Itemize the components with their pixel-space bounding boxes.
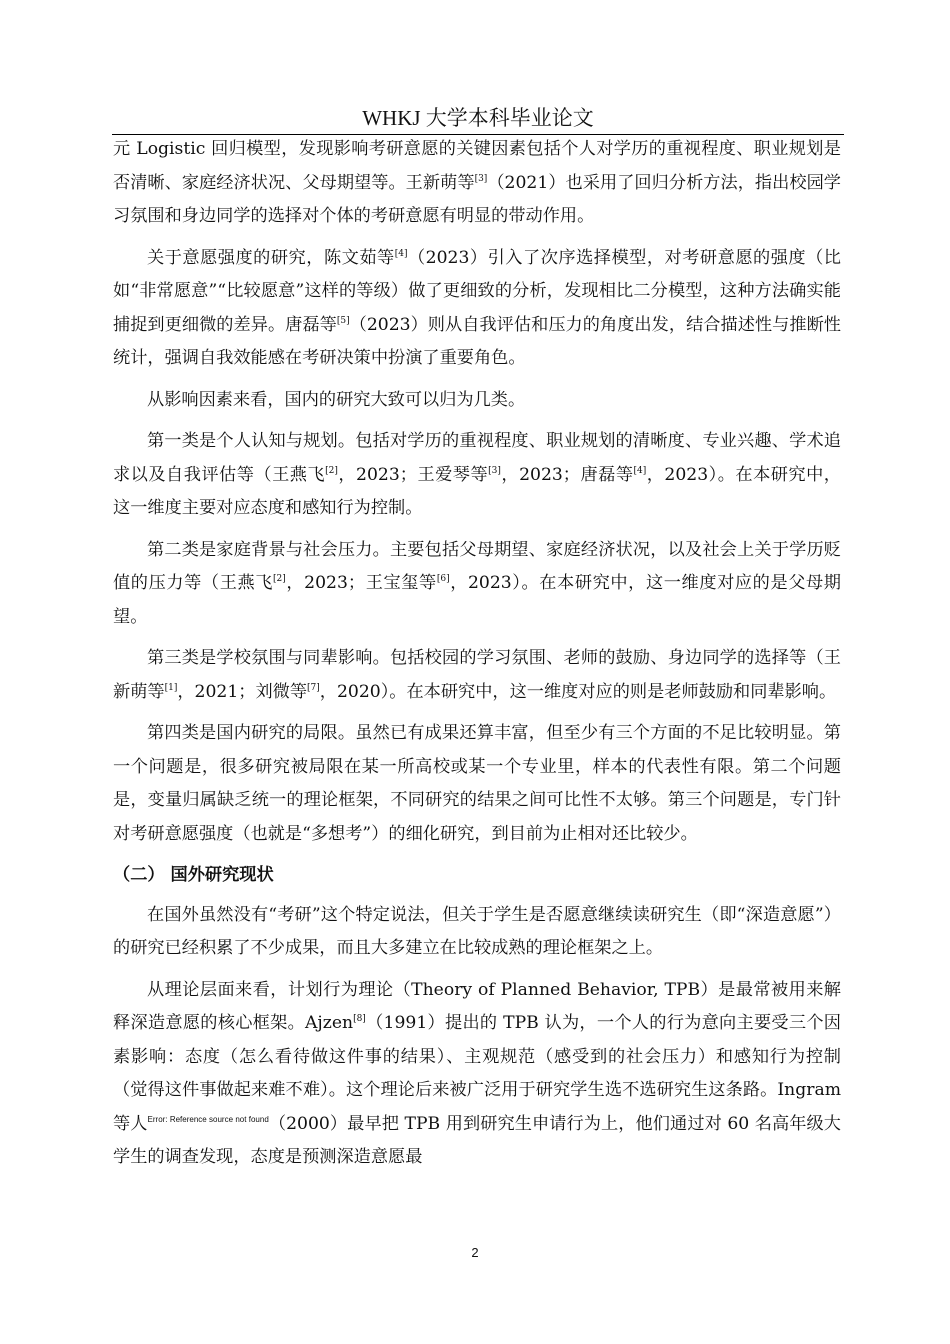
citation-superscript: [2]	[325, 465, 338, 476]
text-run: 第四类是国内研究的局限。虽然已有成果还算丰富，但至少有三个方面的不足比较明显。第一个问题是，很多研究被局限在某一所高校或某一个专业里，样本的代表性有限。第二个问题是，变量归属缺乏统一的理论框架，不同研究的结果之间可比性不太够。第三个问题是，专门针对考研意愿强度（也就是“多想考”）的细化研究，到目前为止相对还比较少。	[113, 723, 841, 844]
citation-superscript: [4]	[633, 465, 647, 476]
paragraph-2	[113, 242, 841, 376]
paragraph-6	[113, 642, 841, 709]
citation-superscript: [6]	[436, 574, 450, 584]
text-run: ，2023；王爱琴等	[337, 464, 489, 485]
text-run: （1991）提出的 TPB 认为，一个人的行为意向主要受三个因素影响：态度（怎么看待做这件事的结果）、主观规范（感受到的社会压力）和感知行为控制（觉得这件事做起来难不难）。这个理论后来被广泛用于研究学生选不选研究生这条路。Ingram 等人	[113, 1013, 841, 1134]
reference-error-note: Error: Reference source not found	[147, 1114, 269, 1124]
text-run: 第三类是学校氛围与同辈影响。包括校园的学习氛围、老师的鼓励、身边同学的选择等（王新萌等	[113, 648, 841, 702]
text-run: 关于意愿强度的研究，陈文茹等	[147, 247, 395, 268]
section-heading: （二） 国外研究现状	[113, 865, 274, 885]
text-run: ，2020）。在本研究中，这一维度对应的则是老师鼓励和同辈影响。	[319, 681, 837, 702]
paragraph-5	[113, 534, 841, 635]
text-run: 在国外虽然没有“考研”这个特定说法，但关于学生是否愿意继续读研究生（即“深造意愿”）的研究已经积累了不少成果，而且大多建立在比较成熟的理论框架之上。	[113, 904, 841, 958]
paragraph-1	[113, 133, 841, 234]
text-run: ，2023；王宝玺等	[285, 573, 437, 593]
paragraph-3	[113, 384, 841, 418]
text-run: 从理论层面来看，计划行为理论（Theory of Planned Behavior, TPB）是最常被用来解释深造意愿的核心框架。Ajzen	[113, 979, 841, 1033]
running-header: WHKJ 大学本科毕业论文	[112, 104, 844, 135]
text-run: （2023）引入了次序选择模型，对考研意愿的强度（比如“非常愿意”“比较愿意”这样的等级）做了更细致的分析，发现相比二分模型，这种方法确实能捕捉到更细微的差异。唐磊等	[113, 247, 841, 335]
citation-superscript: [7]	[307, 682, 320, 693]
text-run: ，2023；唐磊等	[500, 464, 634, 485]
text-run: ，2023）。在本研究中，这一维度对应的是父母期望。	[113, 573, 841, 627]
text-run: 从影响因素来看，国内的研究大致可以归为几类。	[147, 389, 526, 410]
paragraph-7	[113, 717, 841, 851]
text-run: （2021）也采用了回归分析方法，指出校园学习氛围和身边同学的选择对个体的考研意愿有明显的带动作用。	[113, 172, 841, 226]
text-run: （2000）最早把 TPB 用到研究生申请行为上，他们通过对 60 名高年级大学生的调查发现，态度是预测深造意愿最	[113, 1113, 841, 1167]
citation-superscript: [4]	[394, 248, 408, 259]
citation-superscript: [5]	[336, 315, 350, 326]
text-run: ，2023）。在本研究中，这一维度主要对应态度和感知行为控制。	[113, 464, 841, 518]
citation-superscript: [3]	[474, 173, 488, 184]
citation-superscript: [3]	[488, 465, 501, 476]
text-run: （2023）则从自我评估和压力的角度出发，结合描述性与推断性统计，强调自我效能感在考研决策中扮演了重要角色。	[113, 314, 841, 368]
text-run: 元 Logistic 回归模型，发现影响考研意愿的关键因素包括个人对学历的重视程度、职业规划是否清晰、家庭经济状况、父母期望等。王新萌等	[113, 139, 841, 193]
paragraph-4	[113, 425, 841, 526]
page-number: 2	[471, 1245, 479, 1260]
paragraph-9	[113, 974, 841, 1175]
citation-superscript: [2]	[273, 574, 286, 584]
text-run: 第二类是家庭背景与社会压力。主要包括父母期望、家庭经济状况，以及社会上关于学历贬值的压力等（王燕飞	[113, 539, 841, 593]
text-run: ，2021；刘微等	[177, 681, 308, 702]
body-text	[113, 133, 841, 1183]
paragraph-8	[113, 899, 841, 966]
citation-superscript: [1]	[164, 682, 178, 693]
text-run: 第一类是个人认知与规划。包括对学历的重视程度、职业规划的清晰度、专业兴趣、学术追求以及自我评估等（王燕飞	[113, 431, 841, 485]
citation-superscript: [8]	[353, 1014, 366, 1024]
